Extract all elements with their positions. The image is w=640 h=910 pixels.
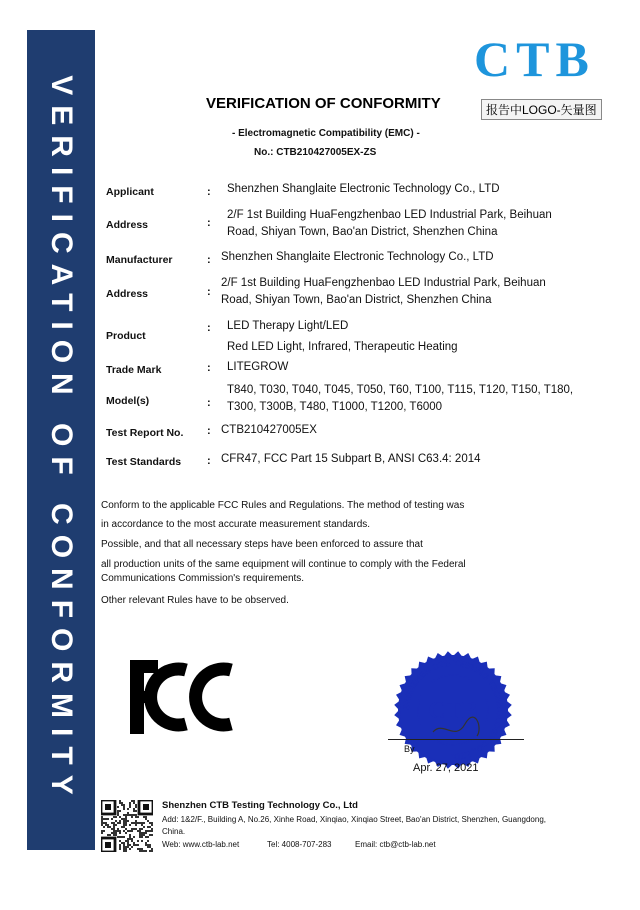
stamp-center-text: CTB bbox=[428, 698, 478, 724]
statement-line: Conform to the applicable FCC Rules and Regulations. The method of testing was bbox=[101, 500, 465, 511]
trademark-colon: : bbox=[207, 362, 211, 374]
manufacturer-value: Shenzhen Shanglaite Electronic Technology Co., LTD bbox=[221, 251, 494, 263]
signature-by: By bbox=[404, 744, 415, 754]
address-colon: : bbox=[207, 217, 211, 229]
certificate-number: No.: CTB210427005EX-ZS bbox=[254, 147, 377, 158]
fcc-logo bbox=[128, 655, 240, 740]
report-label: Test Report No. bbox=[106, 427, 184, 439]
product-value: LED Therapy Light/LED Red LED Light, Infrared, Therapeutic Heating bbox=[227, 320, 458, 353]
certificate-subtitle: - Electromagnetic Compatibility (EMC) - bbox=[232, 128, 420, 139]
trademark-value: LITEGROW bbox=[227, 361, 289, 373]
applicant-colon: : bbox=[207, 186, 211, 198]
manufacturer-address-label: Address bbox=[106, 288, 149, 300]
svg-text:SHENZHEN CTB TESTING TECHNOLOG: SHENZHEN CTB TESTING TECHNOLOGY CO., LTD. bbox=[400, 657, 506, 763]
lab-email: Email: ctb@ctb-lab.net bbox=[355, 840, 436, 849]
models-colon: : bbox=[207, 397, 211, 409]
product-colon: : bbox=[207, 322, 211, 334]
lab-name: Shenzhen CTB Testing Technology Co., Ltd bbox=[162, 800, 358, 811]
ctb-logo: CTB bbox=[474, 31, 595, 87]
manufacturer-address-colon: : bbox=[207, 286, 211, 298]
lab-web: Web: www.ctb-lab.net bbox=[162, 840, 240, 849]
product-label: Product bbox=[106, 330, 146, 342]
statement-line: all production units of the same equipment will continue to comply with the Federal bbox=[101, 559, 466, 570]
applicant-value: Shenzhen Shanglaite Electronic Technology Co., LTD bbox=[227, 183, 500, 195]
trademark-label: Trade Mark bbox=[106, 364, 162, 376]
lab-address-country: China. bbox=[162, 827, 186, 836]
standards-label: Test Standards bbox=[106, 456, 182, 468]
standards-colon: : bbox=[207, 455, 211, 467]
applicant-label: Applicant bbox=[106, 186, 154, 198]
report-colon: : bbox=[207, 425, 211, 437]
manufacturer-address-value: 2/F 1st Building HuaFengzhenbao LED Industrial Park, Beihuan Road, Shiyan Town, Bao'an District, Shenzhen China bbox=[221, 277, 546, 306]
address-value: 2/F 1st Building HuaFengzhenbao LED Industrial Park, Beihuan Road, Shiyan Town, Bao'an District, Shenzhen China bbox=[227, 209, 552, 238]
statement-line: in accordance to the most accurate measurement standards. bbox=[101, 519, 371, 530]
signature-line bbox=[388, 739, 524, 740]
standards-value: CFR47, FCC Part 15 Subpart B, ANSI C63.4: 2014 bbox=[221, 453, 481, 465]
manufacturer-colon: : bbox=[207, 254, 211, 266]
models-value: T840, T030, T040, T045, T050, T60, T100, T115, T120, T150, T180, T300, T300B, T480, T1000, T1200, T6000 bbox=[227, 384, 574, 413]
side-banner bbox=[27, 30, 95, 850]
manufacturer-label: Manufacturer bbox=[106, 254, 173, 266]
certificate-title: VERIFICATION OF CONFORMITY bbox=[206, 95, 441, 112]
report-value: CTB210427005EX bbox=[221, 424, 317, 436]
lab-tel: Tel: 4008-707-283 bbox=[267, 840, 332, 849]
address-label: Address bbox=[106, 219, 149, 231]
statement-line: Communications Commission's requirements. bbox=[101, 573, 305, 584]
statement-line: Other relevant Rules have to be observed. bbox=[101, 595, 289, 606]
signature-date: Apr. 27, 2021 bbox=[413, 762, 479, 774]
lab-address: Add: 1&2/F., Building A, No.26, Xinhe Road, Xinqiao, Xinqiao Street, Bao'an District, Shenzhen, Guangdong, bbox=[162, 815, 546, 824]
qr-code bbox=[101, 800, 153, 852]
side-banner-text: VERIFICATION OF CONFORMITY bbox=[45, 75, 78, 805]
models-label: Model(s) bbox=[106, 395, 150, 407]
statement-line: Possible, and that all necessary steps have been enforced to assure that bbox=[101, 539, 423, 550]
logo-tag-label: 报告中LOGO-矢量图 bbox=[481, 99, 602, 120]
